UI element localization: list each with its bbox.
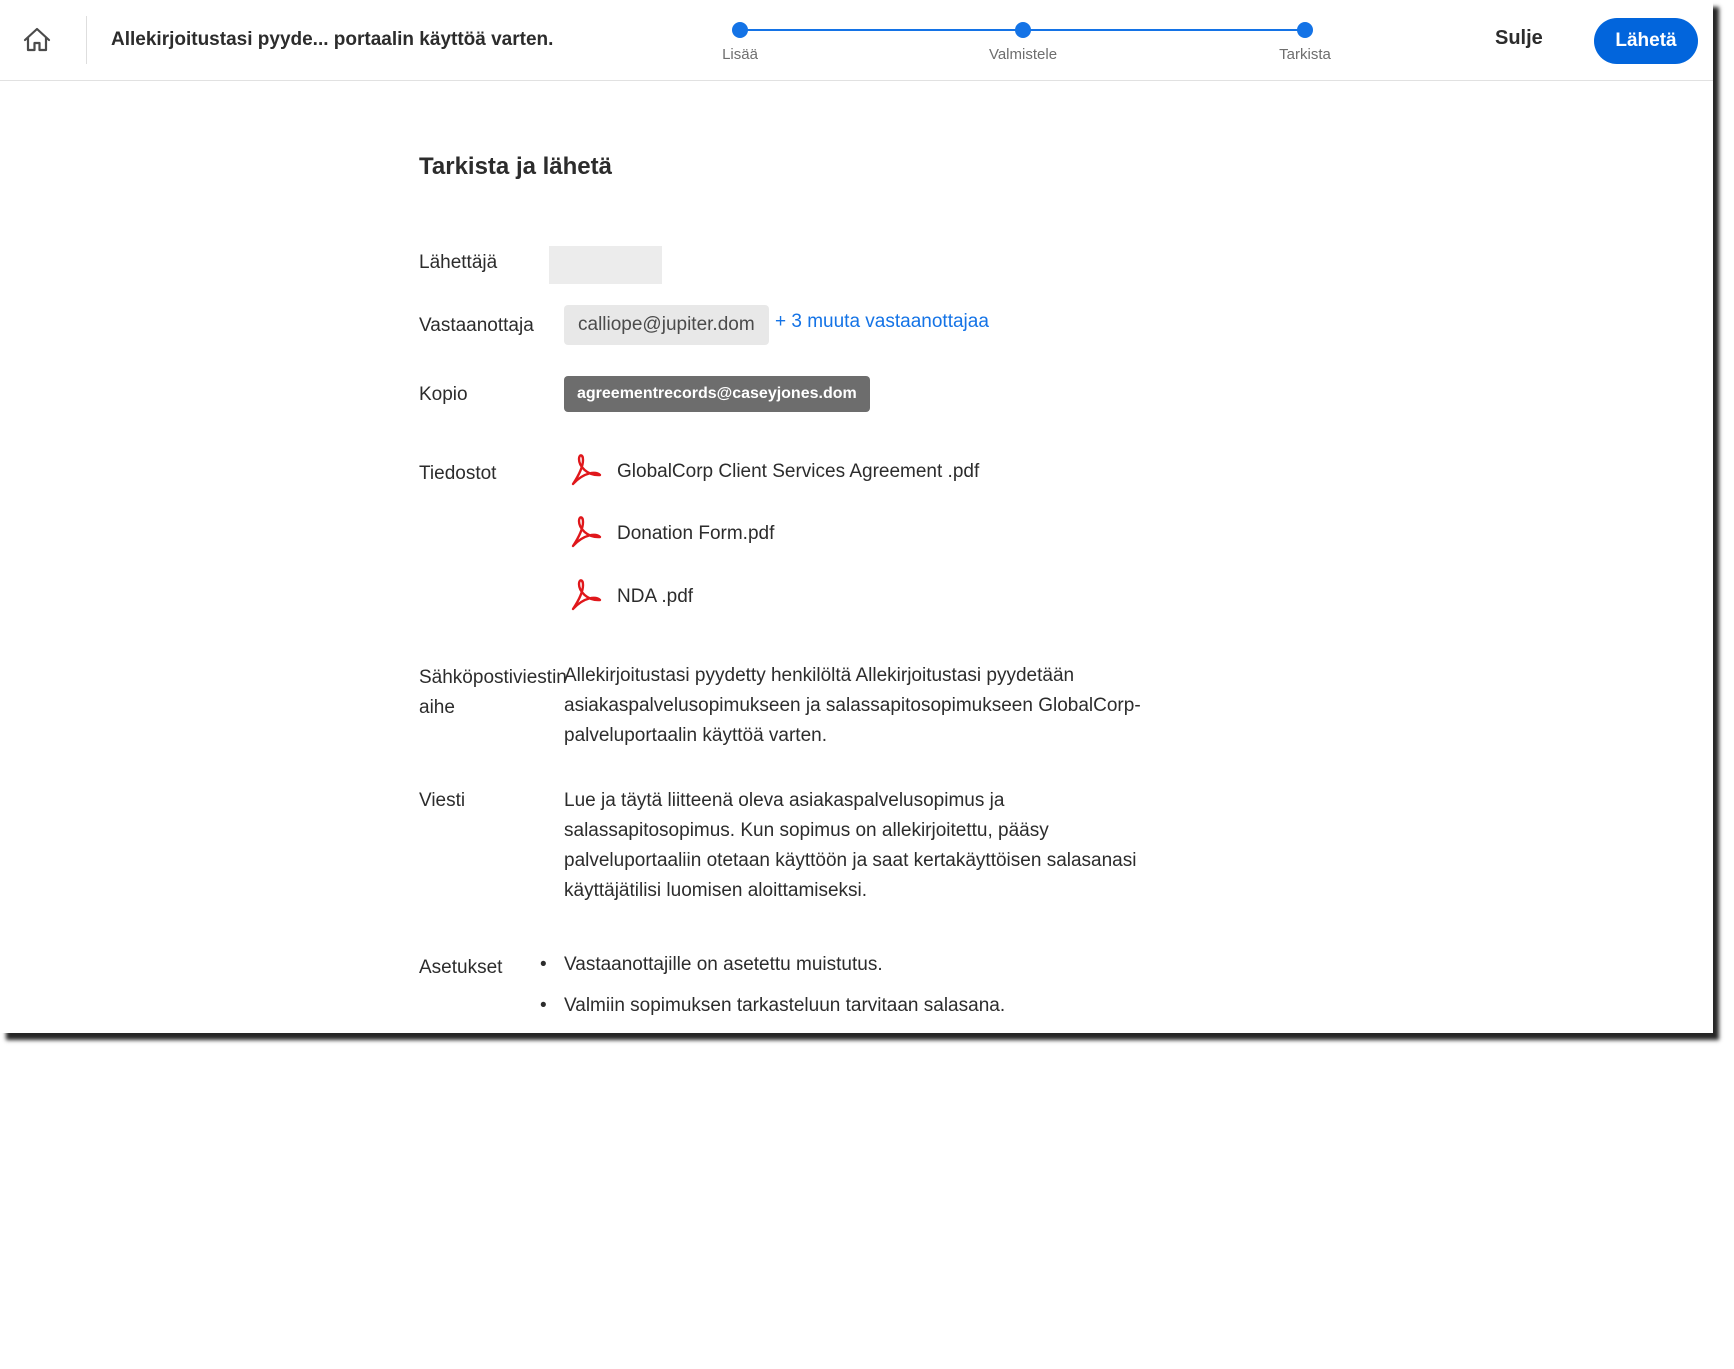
subject-label-line2: aihe xyxy=(419,697,455,718)
sender-placeholder xyxy=(549,246,662,284)
send-button[interactable]: Lähetä xyxy=(1594,18,1698,64)
document-title: Allekirjoitustasi pyyde... portaalin käyttöä varten. xyxy=(111,29,554,50)
close-button[interactable]: Sulje xyxy=(1495,27,1543,49)
step-label-tarkista[interactable]: Tarkista xyxy=(1279,46,1331,63)
file-name: GlobalCorp Client Services Agreement .pdf xyxy=(617,461,980,482)
step-connector xyxy=(1023,29,1305,31)
top-bar xyxy=(0,0,1713,81)
file-name: Donation Form.pdf xyxy=(617,523,775,544)
settings-item: • Valmiin sopimuksen tarkasteluun tarvitaan salasana. xyxy=(540,995,1006,1016)
file-name: NDA .pdf xyxy=(617,586,694,607)
acrobat-pdf-icon xyxy=(567,513,603,551)
progress-stepper xyxy=(0,0,1713,80)
more-recipients-link[interactable]: + 3 muuta vastaanottajaa xyxy=(775,311,989,332)
recipient-label: Vastaanottaja xyxy=(419,315,534,336)
settings-list xyxy=(540,953,1005,1035)
cc-label: Kopio xyxy=(419,384,468,405)
cc-chip[interactable]: agreementrecords@caseyjones.dom xyxy=(564,376,870,412)
acrobat-pdf-icon xyxy=(567,576,603,614)
acrobat-pdf-icon xyxy=(567,451,603,489)
step-connector xyxy=(740,29,1023,31)
settings-item: • Vastaanottajille on asetettu muistutus. xyxy=(540,954,883,975)
settings-label: Asetukset xyxy=(419,957,503,978)
step-dot-tarkista[interactable] xyxy=(1297,22,1313,38)
step-dot-lisaa[interactable] xyxy=(732,22,748,38)
files-label: Tiedostot xyxy=(419,463,497,484)
subject-label-line1: Sähköpostiviestin xyxy=(419,667,567,688)
settings-item-text: Vastaanottajille on asetettu muistutus. xyxy=(564,954,883,975)
message-label: Viesti xyxy=(419,790,466,811)
settings-item-text: Valmiin sopimuksen tarkasteluun tarvitaan salasana. xyxy=(564,995,1006,1016)
step-dot-valmistele[interactable] xyxy=(1015,22,1031,38)
recipient-chip[interactable]: calliope@jupiter.dom xyxy=(564,305,769,345)
sender-label: Lähettäjä xyxy=(419,252,498,273)
step-label-lisaa[interactable]: Lisää xyxy=(722,46,758,63)
subject-label xyxy=(419,663,567,723)
step-label-valmistele[interactable]: Valmistele xyxy=(988,46,1058,63)
message-text: Lue ja täytä liitteenä oleva asiakaspalvelusopimus ja salassapitosopimus. Kun sopimus on allekirjoitettu, pääsy palveluportaaliin otetaan käyttöön ja saat kertakäyttöisen salasanasi käyttäjätilisi luomisen aloittamiseksi. xyxy=(564,790,1137,901)
subject-text: Allekirjoitustasi pyydetty henkilöltä Allekirjoitustasi pyydetään asiakaspalvelusopimukseen ja salassapitosopimukseen GlobalCorp-palveluportaalin käyttöä varten. xyxy=(564,665,1141,746)
page-title: Tarkista ja lähetä xyxy=(419,153,612,180)
